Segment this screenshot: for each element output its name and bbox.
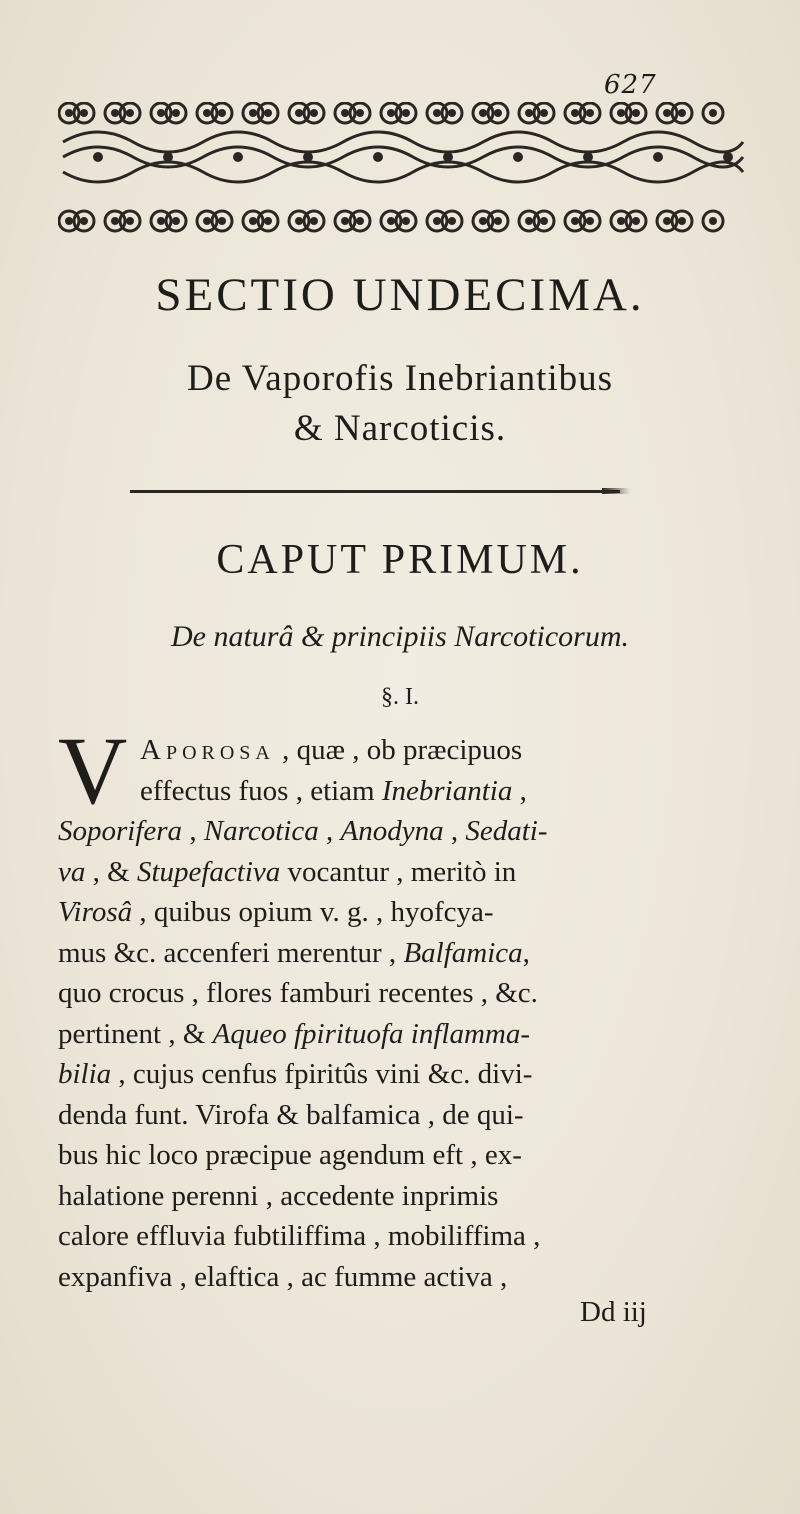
text-line xyxy=(140,730,522,770)
text-segment: halatione perenni , accedente inprimis xyxy=(58,1179,499,1212)
text-segment: effectus fuos , etiam xyxy=(140,774,382,807)
text-segment: , xyxy=(318,815,341,847)
text-segment: Balfamica xyxy=(403,936,523,969)
text-line xyxy=(58,1095,524,1135)
text-line xyxy=(58,852,516,892)
text-segment: pertinent , & xyxy=(58,1017,213,1050)
text-segment: bilia xyxy=(58,1058,112,1090)
chapter-subtitle: De naturâ & principiis Narcoticorum. xyxy=(170,620,630,653)
rule-ornament xyxy=(602,488,630,494)
text-segment: Inebriantia xyxy=(381,774,513,807)
drop-cap: V xyxy=(58,717,128,824)
text-segment: quo crocus , flores famburi recentes , &c. xyxy=(58,977,538,1009)
text-line xyxy=(58,1216,540,1256)
text-line xyxy=(58,1257,507,1297)
text-segment: Sedati- xyxy=(465,815,548,847)
text-segment: , xyxy=(182,815,204,847)
text-line xyxy=(58,1176,498,1216)
catchword: Dd iij xyxy=(580,1296,647,1328)
text-segment: bus hic loco præcipue agendum eft , ex- xyxy=(58,1139,522,1171)
section-title: SECTIO UNDECIMA. xyxy=(155,269,645,321)
section-subtitle-line2: & Narcoticis. xyxy=(293,408,507,449)
text-segment: vocantur , meritò in xyxy=(280,855,517,888)
chapter-title: CAPUT PRIMUM. xyxy=(216,537,584,583)
text-segment: , xyxy=(512,774,527,807)
text-segment: Aqueo fpirituofa inflamma- xyxy=(212,1017,531,1050)
text-segment: Soporifera xyxy=(58,815,183,847)
text-line xyxy=(58,973,538,1013)
text-segment: , quæ , ob præcipuos xyxy=(274,734,523,766)
text-segment: , xyxy=(443,815,466,847)
text-segment: , xyxy=(522,936,530,969)
text-segment: Aporosa xyxy=(140,734,275,766)
paragraph-mark: §. I. xyxy=(381,684,419,710)
text-segment: Stupefactiva xyxy=(136,855,281,888)
text-line xyxy=(58,1135,522,1175)
text-segment: va xyxy=(58,855,86,888)
horizontal-rule xyxy=(130,490,620,493)
text-segment: , & xyxy=(85,855,137,888)
text-segment: Virosâ xyxy=(58,896,133,928)
text-line xyxy=(58,811,547,851)
page-number: 627 xyxy=(604,70,657,100)
section-subtitle-line1: De Vaporofis Inebriantibus xyxy=(186,358,614,399)
text-line xyxy=(58,933,530,973)
text-segment: , quibus opium v. g. , hyofcya- xyxy=(132,896,494,928)
text-segment: mus &c. accenferi merentur , xyxy=(58,936,404,969)
text-segment: denda funt. Virofa & balfamica , de qui- xyxy=(58,1098,524,1131)
text-line xyxy=(58,1014,530,1054)
ornamental-headpiece xyxy=(58,102,748,262)
text-line xyxy=(140,771,527,811)
text-segment: expanfiva , elaftica , ac fumme activa , xyxy=(58,1260,508,1293)
text-line xyxy=(58,1054,532,1094)
text-segment: Narcotica xyxy=(203,815,319,847)
text-segment: Anodyna xyxy=(340,815,444,847)
text-line xyxy=(58,892,494,932)
text-segment: calore effluvia fubtiliffima , mobiliffima , xyxy=(58,1220,541,1252)
text-segment: , cujus cenfus fpiritûs vini &c. divi- xyxy=(111,1058,533,1090)
